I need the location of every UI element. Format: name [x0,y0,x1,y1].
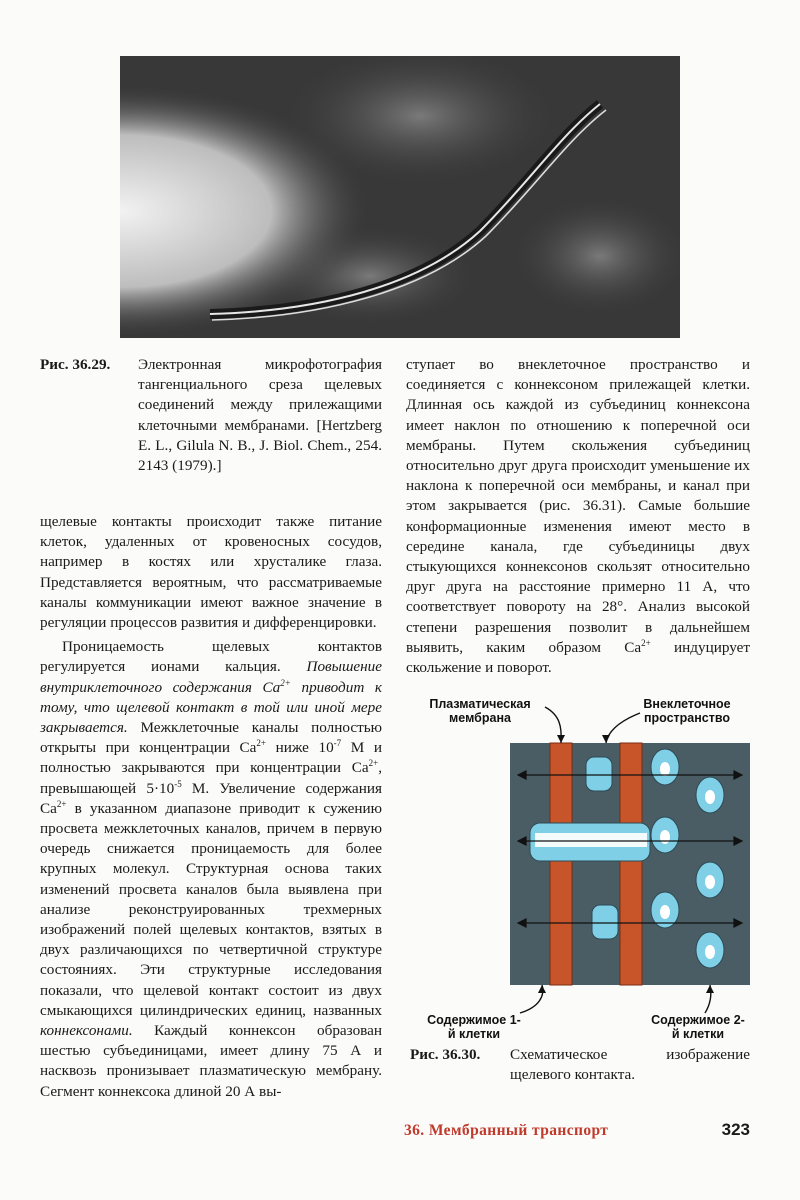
italic-statement: Повышение внутриклеточного содержания $Ca^{2+}$ приводит к тому, что щелевой контакт в той или иной мере закрывается. [40,658,383,737]
right-paragraph-1: ступает во внеклеточное пространство и соединяется с коннексоном прилежащей клетки. Длинная ось каждой из субъединиц коннексона имеет наклон по отношению к поперечной оси мембраны. Путем скольжения субъединиц относительно друг друга происходит уменьшение их наклона к поперечной оси мембраны, и канал при этом закрывается (рис. 36.31). Самые большие конформационные изменения имеют место в середине канала, где субъединицы двух стыкующихся коннексонов скользят относительно друг друга на расстояние примерно 11 А, что соответствует повороту на 28°. Анализ высокой степени разрешения позволит в дальнейшем выявить, каким образом $Ca^{2+}$ индуцирует скольжение и поворот. [406,356,750,677]
label-membrane: Плазматическая мембрана [429,697,531,725]
running-footer-section: 36. Мембранный транспорт [404,1122,609,1139]
page-number: 323 [721,1120,750,1139]
figure-29-text: Электронная микрофотография тангенциального среза щелевых соединений между прилежащими клеточными мембранами. [Hertzberg E. L., Gilula N. B., J. Biol. Chem., 254. 2143 (1979).] [138,356,382,475]
membrane-right [620,743,642,985]
figure-29-caption [40,355,382,476]
figure-30-caption [410,1045,750,1085]
gap-junction-diagram [410,695,755,1040]
figure-29-label: Рис. 36.29. [40,356,111,373]
figure-30-label: Рис. 36.30. [410,1046,481,1063]
micrograph-photo [120,56,680,338]
left-paragraph-1: щелевые контакты происходит также питание клеток, удаленных от кровеносных сосудов, например в костях или хрусталике глаза. Представляется вероятным, что рассматриваемые каналы коммуникации имеют важное значение в регуляции процессов развития и дифференцировки. [40,513,382,632]
membrane-left [550,743,572,985]
right-column [406,355,750,678]
left-paragraph-2: Проницаемость щелевых контактов регулируется ионами кальция. Повышение внутриклеточного содержания $Ca^{2+}$ приводит к тому, что щелевой контакт в той или иной мере закрывается. Межклеточные каналы полностью открыты при концентрации $Ca^{2+}$ ниже $10^{-7}$ М и полностью закрываются при концентрации $Ca^{2+}$, превышающей $5\cdot 10^{-5}$ М. Увеличение содержания $Ca^{2+}$ в указанном диапазоне приводит к сужению просвета межклеточных каналов, причем в первую очередь снижается проницаемость для более крупных молекул. Структурная основа таких изменений просвета каналов была выявлена при анализе реконструированных трехмерных изображений полей щелевых контактов, взятых в двух различающихся по четвертичной структуре состояниях. Эти структурные исследования показали, что щелевой контакт состоит из двух смыкающихся цилиндрических единиц, названных коннексонами. Каждый коннексон образован шестью субъединицами, имеет длину 75 А и насквозь пронизывает плазматическую мембрану. Сегмент коннексока длиной 20 А вы- [40,638,383,1100]
left-column [40,512,382,1102]
term-connexons: коннексонами. [40,1022,133,1040]
label-extracellular: Внеклеточное пространство [643,697,731,725]
label-cell-2: Содержимое 2-й клетки [651,1013,745,1041]
figure-30-text: Схематическое изображение щелевого контакта. [510,1046,750,1084]
label-cell-1: Содержимое 1-й клетки [427,1013,521,1041]
